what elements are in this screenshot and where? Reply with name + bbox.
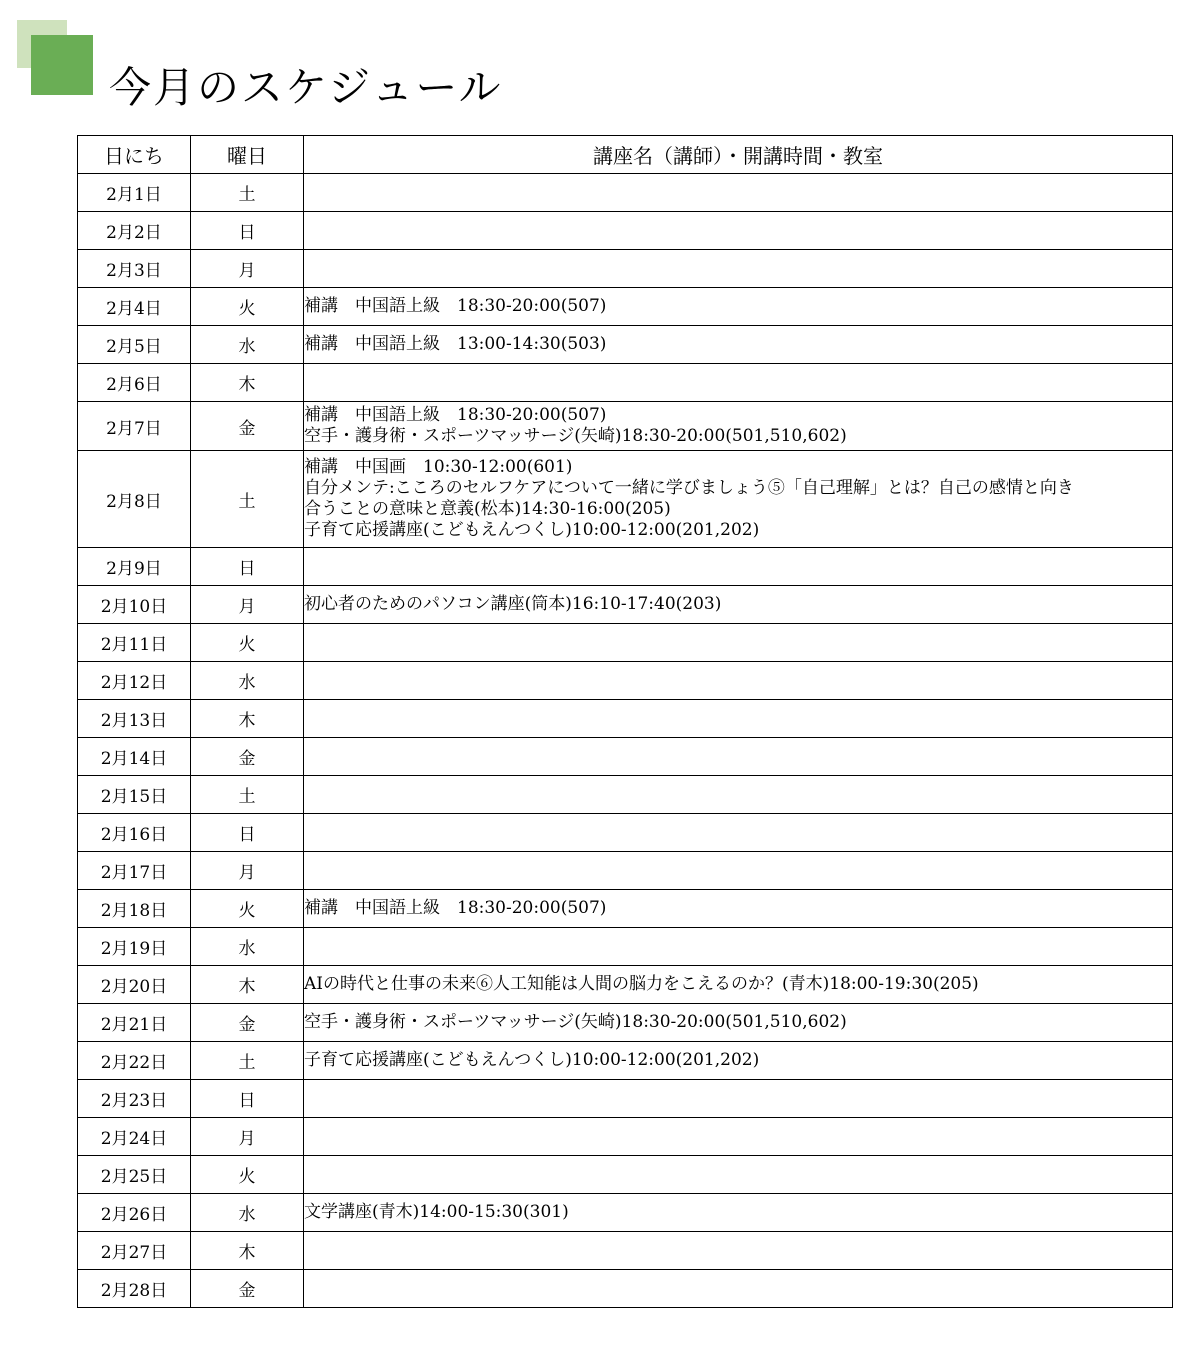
weekday-cell: 水 [191,326,304,364]
page-title: 今月のスケジュール [109,63,503,113]
table-row [78,1270,1173,1308]
weekday-cell: 土 [191,174,304,212]
course-cell [304,1080,1173,1118]
course-line: 補講 中国語上級 18:30-20:00(507) [304,405,607,425]
table-row [78,852,1173,890]
weekday-cell: 木 [191,966,304,1004]
header-content: 講座名（講師）・開講時間・教室 [304,136,1173,174]
course-cell [304,326,1173,364]
date-cell: 2月25日 [78,1156,191,1194]
table-row [78,364,1173,402]
table-row [78,548,1173,586]
weekday-cell: 月 [191,250,304,288]
course-cell [304,1194,1173,1232]
course-line: 子育て応援講座(こどもえんつくし)10:00-12:00(201,202) [304,1050,760,1070]
weekday-cell: 土 [191,776,304,814]
date-cell: 2月10日 [78,586,191,624]
date-cell: 2月28日 [78,1270,191,1308]
date-cell: 2月22日 [78,1042,191,1080]
table-row [78,451,1173,548]
course-cell [304,288,1173,326]
table-row [78,250,1173,288]
course-cell [304,662,1173,700]
date-cell: 2月4日 [78,288,191,326]
header-date: 日にち [78,136,191,174]
course-cell [304,700,1173,738]
course-line: AIの時代と仕事の未来⑥人工知能は人間の脳力をこえるのか？(青木)18:00-19:30(205) [304,974,979,994]
course-cell [304,738,1173,776]
table-row [78,326,1173,364]
date-cell: 2月7日 [78,402,191,451]
date-cell: 2月17日 [78,852,191,890]
weekday-cell: 日 [191,814,304,852]
course-cell [304,548,1173,586]
weekday-cell: 金 [191,402,304,451]
weekday-cell: 月 [191,852,304,890]
table-row [78,776,1173,814]
date-cell: 2月26日 [78,1194,191,1232]
table-row [78,1080,1173,1118]
course-cell [304,402,1173,451]
date-cell: 2月3日 [78,250,191,288]
table-row [78,1004,1173,1042]
course-cell [304,364,1173,402]
date-cell: 2月5日 [78,326,191,364]
title-block [17,20,617,113]
weekday-cell: 水 [191,1194,304,1232]
weekday-cell: 日 [191,548,304,586]
date-cell: 2月9日 [78,548,191,586]
table-row [78,1156,1173,1194]
course-cell [304,852,1173,890]
course-line: 補講 中国語上級 18:30-20:00(507) [304,898,607,918]
weekday-cell: 金 [191,1004,304,1042]
table-row [78,1194,1173,1232]
course-cell [304,966,1173,1004]
date-cell: 2月15日 [78,776,191,814]
weekday-cell: 月 [191,1118,304,1156]
course-cell [304,1004,1173,1042]
course-line: 補講 中国語上級 13:00-14:30(503) [304,334,607,354]
table-row [78,738,1173,776]
weekday-cell: 火 [191,1156,304,1194]
schedule-body [78,174,1173,1308]
course-cell [304,1042,1173,1080]
date-cell: 2月11日 [78,624,191,662]
course-line: 補講 中国画 10:30-12:00(601) [304,457,573,477]
course-line: 空手・護身術・スポーツマッサージ(矢崎)18:30-20:00(501,510,602) [304,1012,847,1032]
table-row [78,586,1173,624]
weekday-cell: 木 [191,1232,304,1270]
course-cell [304,212,1173,250]
date-cell: 2月1日 [78,174,191,212]
table-row [78,288,1173,326]
course-line: 合うことの意味と意義(松本)14:30-16:00(205) [304,499,671,519]
course-cell [304,586,1173,624]
table-row [78,402,1173,451]
date-cell: 2月18日 [78,890,191,928]
date-cell: 2月8日 [78,451,191,548]
table-row [78,814,1173,852]
table-row [78,890,1173,928]
date-cell: 2月6日 [78,364,191,402]
table-row [78,174,1173,212]
course-cell [304,624,1173,662]
title-decoration-dark-square [31,35,93,95]
date-cell: 2月21日 [78,1004,191,1042]
table-row [78,700,1173,738]
table-row [78,1042,1173,1080]
date-cell: 2月13日 [78,700,191,738]
course-cell [304,174,1173,212]
weekday-cell: 水 [191,662,304,700]
date-cell: 2月16日 [78,814,191,852]
date-cell: 2月20日 [78,966,191,1004]
table-header-row [78,136,1173,174]
course-cell [304,776,1173,814]
schedule-table [77,135,1173,1308]
course-cell [304,250,1173,288]
course-line: 初心者のためのパソコン講座(筒本)16:10-17:40(203) [304,594,722,614]
date-cell: 2月2日 [78,212,191,250]
table-row [78,928,1173,966]
course-cell [304,890,1173,928]
course-line: 文学講座(青木)14:00-15:30(301) [304,1202,569,1222]
weekday-cell: 金 [191,1270,304,1308]
course-cell [304,928,1173,966]
weekday-cell: 木 [191,700,304,738]
table-row [78,212,1173,250]
course-cell [304,1156,1173,1194]
table-row [78,1118,1173,1156]
course-cell [304,1232,1173,1270]
weekday-cell: 土 [191,1042,304,1080]
course-line: 補講 中国語上級 18:30-20:00(507) [304,296,607,316]
weekday-cell: 日 [191,212,304,250]
date-cell: 2月24日 [78,1118,191,1156]
weekday-cell: 日 [191,1080,304,1118]
course-line: 空手・護身術・スポーツマッサージ(矢崎)18:30-20:00(501,510,602) [304,426,847,446]
weekday-cell: 火 [191,890,304,928]
course-line: 自分メンテ:こころのセルフケアについて一緒に学びましょう⑤「自己理解」とは？自己の感情と向き [304,478,1074,498]
date-cell: 2月14日 [78,738,191,776]
weekday-cell: 水 [191,928,304,966]
course-cell [304,451,1173,548]
header-day: 曜日 [191,136,304,174]
table-row [78,624,1173,662]
table-row [78,662,1173,700]
weekday-cell: 火 [191,288,304,326]
weekday-cell: 月 [191,586,304,624]
date-cell: 2月23日 [78,1080,191,1118]
weekday-cell: 金 [191,738,304,776]
table-row [78,1232,1173,1270]
weekday-cell: 火 [191,624,304,662]
weekday-cell: 木 [191,364,304,402]
date-cell: 2月19日 [78,928,191,966]
course-line: 子育て応援講座(こどもえんつくし)10:00-12:00(201,202) [304,520,760,540]
course-cell [304,814,1173,852]
date-cell: 2月12日 [78,662,191,700]
course-cell [304,1118,1173,1156]
date-cell: 2月27日 [78,1232,191,1270]
course-cell [304,1270,1173,1308]
table-row [78,966,1173,1004]
weekday-cell: 土 [191,451,304,548]
